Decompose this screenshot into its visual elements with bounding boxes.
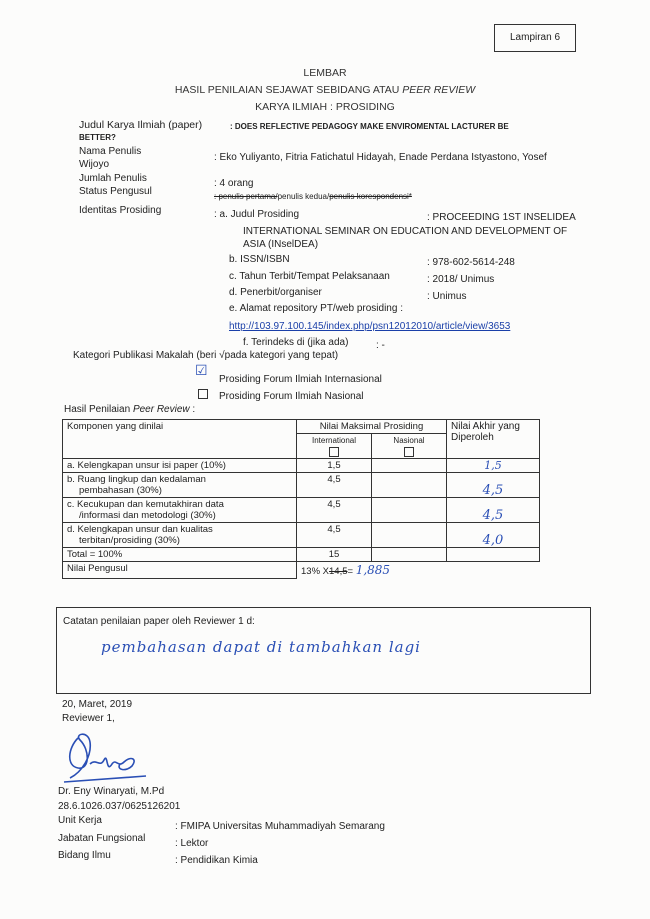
identitas-f-value: : - bbox=[376, 340, 385, 351]
bidang-label: Bidang Ilmu bbox=[58, 850, 111, 861]
row-c-label bbox=[63, 498, 297, 523]
th-komponen: Komponen yang dinilai bbox=[63, 420, 297, 459]
row-d-akhir: 4,0 bbox=[447, 523, 540, 548]
identitas-d-value: : Unimus bbox=[427, 291, 467, 302]
reviewer-nip: 28.6.1026.037/0625126201 bbox=[58, 801, 181, 812]
row-a-max: 1,5 bbox=[297, 459, 372, 473]
checkbox-nasional-box bbox=[198, 389, 208, 399]
table-row bbox=[63, 498, 540, 523]
nama-label: Nama Penulis bbox=[79, 146, 142, 157]
footer-reviewer: Reviewer 1, bbox=[62, 713, 115, 724]
table-row bbox=[63, 459, 540, 473]
status-label: Status Pengusul bbox=[79, 186, 152, 197]
identitas-a-value-3: ASIA (INselDEA) bbox=[243, 239, 319, 250]
kategori-opt2: Prosiding Forum Ilmiah Nasional bbox=[219, 391, 364, 402]
row-c-nasional bbox=[372, 498, 447, 523]
row-d-label-2: terbitan/prosiding (30%) bbox=[79, 535, 180, 546]
identitas-a-value-2: INTERNATIONAL SEMINAR ON EDUCATION AND DEVELOPMENT OF bbox=[243, 226, 568, 237]
internasional-box bbox=[329, 447, 339, 457]
row-c-akhir: 4,5 bbox=[447, 498, 540, 523]
penilaian-table bbox=[62, 419, 540, 579]
row-d-label-1: d. Kelengkapan unsur dan kualitas bbox=[67, 524, 213, 535]
row-d-max: 4,5 bbox=[297, 523, 372, 548]
identitas-b-label: b. ISSN/ISBN bbox=[229, 254, 290, 265]
nasional-box bbox=[404, 447, 414, 457]
bidang-value: : Pendidikan Kimia bbox=[175, 855, 258, 866]
identitas-a-value: : PROCEEDING 1ST INSELIDEA bbox=[427, 212, 576, 223]
identitas-c-label: c. Tahun Terbit/Tempat Pelaksanaan bbox=[229, 271, 390, 282]
catatan-handwritten: pembahasan dapat di tambahkan lagi bbox=[101, 638, 421, 656]
status-mid: penulis kedua/ bbox=[277, 192, 330, 201]
row-b-nasional bbox=[372, 473, 447, 498]
identitas-a-label: : a. Judul Prosiding bbox=[214, 209, 300, 220]
th-internasional-label: International bbox=[311, 436, 357, 445]
reviewer-name: Dr. Eny Winaryati, M.Pd bbox=[58, 786, 165, 797]
row-d-nasional bbox=[372, 523, 447, 548]
header-line3: KARYA ILMIAH : PROSIDING bbox=[255, 101, 395, 113]
unit-label: Unit Kerja bbox=[58, 815, 102, 826]
table-row bbox=[63, 562, 540, 579]
judul-value: : DOES REFLECTIVE PEDAGOGY MAKE ENVIROMENTAL LACTURER BE bbox=[230, 122, 509, 131]
row-b-akhir: 4,5 bbox=[447, 473, 540, 498]
row-d-label bbox=[63, 523, 297, 548]
total-label: Total = 100% bbox=[63, 548, 297, 562]
row-c-max: 4,5 bbox=[297, 498, 372, 523]
kategori-opt1: Prosiding Forum Ilmiah Internasional bbox=[219, 374, 382, 385]
lampiran-box: Lampiran 6 bbox=[494, 24, 576, 52]
th-nilai-maks: Nilai Maksimal Prosiding bbox=[297, 420, 447, 434]
header-line2-text: HASIL PENILAIAN SEJAWAT SEBIDANG ATAU bbox=[174, 84, 403, 96]
nilai-pengusul-hand: 1,885 bbox=[355, 563, 391, 577]
nama-value-2: Wijoyo bbox=[79, 159, 110, 170]
footer-date: 20, Maret, 2019 bbox=[62, 699, 133, 710]
jabatan-label: Jabatan Fungsional bbox=[58, 833, 146, 844]
nilai-pengusul-eq: = bbox=[347, 566, 354, 577]
jabatan-value: : Lektor bbox=[175, 838, 209, 849]
row-b-label bbox=[63, 473, 297, 498]
identitas-f-label: f. Terindeks di (jika ada) bbox=[243, 337, 349, 348]
nilai-pengusul-value bbox=[297, 562, 540, 579]
nilai-pengusul-struck: 14,5 bbox=[329, 566, 348, 577]
row-a-label: a. Kelengkapan unsur isi paper (10%) bbox=[63, 459, 297, 473]
checkbox-nasional[interactable] bbox=[198, 385, 208, 403]
catatan-box bbox=[56, 607, 591, 694]
hasil-label bbox=[64, 404, 195, 415]
status-strike-2: penulis korespondensi* bbox=[329, 192, 412, 201]
hasil-label-italic: Peer Review bbox=[132, 404, 190, 415]
table-row bbox=[63, 523, 540, 548]
checkbox-internasional[interactable]: ☑ bbox=[195, 362, 208, 378]
identitas-d-label: d. Penerbit/organiser bbox=[229, 287, 322, 298]
kategori-label: Kategori Publikasi Makalah (beri √pada kategori yang tepat) bbox=[73, 350, 339, 361]
signature-stroke bbox=[64, 734, 146, 782]
unit-value: : FMIPA Universitas Muhammadiyah Semarang bbox=[175, 821, 385, 832]
status-strike-1: : penulis pertama/ bbox=[214, 192, 278, 201]
identitas-c-value: : 2018/ Unimus bbox=[427, 274, 495, 285]
header-line2 bbox=[0, 84, 650, 96]
row-a-nasional bbox=[372, 459, 447, 473]
status-value bbox=[214, 192, 412, 201]
total-akhir bbox=[447, 548, 540, 562]
identitas-e-label: e. Alamat repository PT/web prosiding : bbox=[229, 303, 403, 314]
row-c-label-1: c. Kecukupan dan kemutakhiran data bbox=[67, 499, 224, 510]
repository-link[interactable]: http://103.97.100.145/index.php/psn12012010/article/view/3653 bbox=[229, 321, 511, 332]
identitas-b-value: : 978-602-5614-248 bbox=[427, 257, 515, 268]
header-line1: LEMBAR bbox=[303, 67, 347, 79]
jumlah-label: Jumlah Penulis bbox=[79, 173, 147, 184]
hasil-label-colon: : bbox=[189, 404, 196, 415]
row-a-akhir: 1,5 bbox=[447, 459, 540, 473]
row-b-label-2: pembahasan (30%) bbox=[79, 485, 162, 496]
nilai-pengusul-pct: 13% X bbox=[301, 566, 329, 577]
judul-label: Judul Karya Ilmiah (paper) bbox=[79, 119, 203, 131]
nama-value: : Eko Yuliyanto, Fitria Fatichatul Hidayah, Enade Perdana Istyastono, Yosef bbox=[214, 152, 547, 163]
th-akhir: Nilai Akhir yang Diperoleh bbox=[447, 420, 540, 459]
table-row bbox=[63, 548, 540, 562]
total-max: 15 bbox=[297, 548, 372, 562]
row-b-max: 4,5 bbox=[297, 473, 372, 498]
jumlah-value: : 4 orang bbox=[214, 178, 254, 189]
th-internasional bbox=[297, 434, 372, 459]
judul-value-2: BETTER? bbox=[79, 133, 116, 142]
total-nasional bbox=[372, 548, 447, 562]
th-nasional bbox=[372, 434, 447, 459]
row-b-label-1: b. Ruang lingkup dan kedalaman bbox=[67, 474, 206, 485]
nilai-pengusul-label: Nilai Pengusul bbox=[63, 562, 297, 579]
row-c-label-2: /informasi dan metodologi (30%) bbox=[79, 510, 216, 521]
table-row bbox=[63, 473, 540, 498]
header-line2-italic: PEER REVIEW bbox=[402, 84, 476, 96]
signature bbox=[60, 728, 150, 788]
th-nasional-label: Nasional bbox=[393, 436, 425, 445]
identitas-label: Identitas Prosiding bbox=[79, 205, 162, 216]
hasil-label-text: Hasil Penilaian bbox=[64, 404, 133, 415]
catatan-label: Catatan penilaian paper oleh Reviewer 1 d: bbox=[63, 616, 255, 627]
